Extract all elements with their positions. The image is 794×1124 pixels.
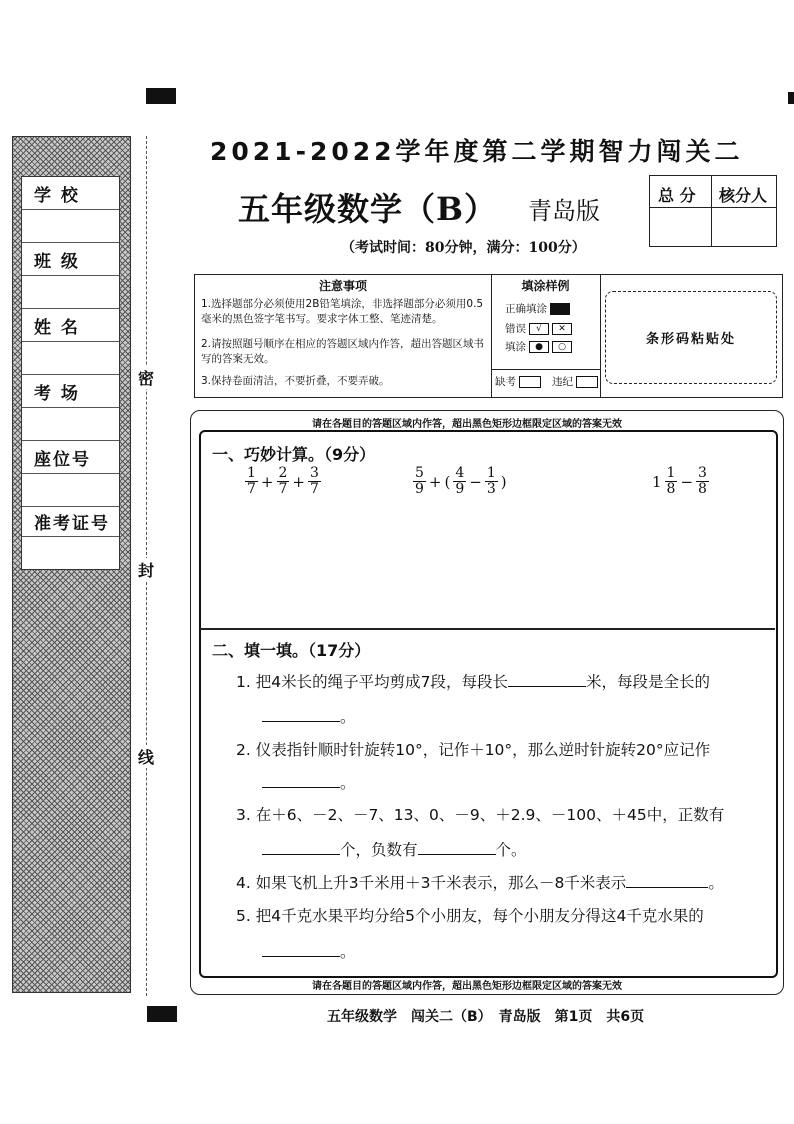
barcode-area: 条形码粘贴处: [605, 291, 777, 384]
exam-info: （考试时间：80分钟，满分：100分）: [341, 240, 586, 256]
edition-label: 青岛版: [528, 197, 600, 225]
checker-label: 核分人: [719, 186, 768, 205]
section1-title: 一、巧妙计算。（9分）: [212, 445, 376, 464]
answer-blank[interactable]: [262, 942, 340, 957]
cross-box-icon: ✕: [552, 323, 572, 335]
question-2-line2: 。: [262, 771, 356, 793]
page-footer: 五年级数学 闯关二（B） 青岛版 第1页 共6页: [327, 1009, 645, 1025]
school-label: 学 校: [22, 177, 119, 210]
correct-fill-sample: 正确填涂: [505, 302, 570, 317]
name-field[interactable]: [22, 342, 119, 375]
answer-blank[interactable]: [262, 773, 340, 788]
total-score-label: 总 分: [658, 186, 696, 205]
question-3-line2: 个，负数有 个。: [262, 838, 527, 860]
answer-blank[interactable]: [508, 672, 586, 687]
calc-expression-3: 1 $\frac{1}{8}$ − $\frac{3}{8}$: [652, 465, 707, 497]
violation-checkbox[interactable]: [576, 376, 598, 388]
exam-subject: 五年级数学（B）: [238, 190, 498, 228]
registration-mark-right: [788, 92, 794, 104]
fraction: $\frac{1}{8}$: [666, 465, 676, 497]
warning-top: 请在各题目的答题区域内作答，超出黑色矩形边框限定区域的答案无效: [312, 419, 622, 430]
filled-box-icon: [550, 303, 570, 315]
score-table: [649, 175, 777, 247]
name-label: 姓 名: [22, 309, 119, 342]
answer-blank[interactable]: [262, 840, 340, 855]
seat-field[interactable]: [22, 474, 119, 507]
seal-char-xian: 线: [138, 745, 154, 768]
fraction: $\frac{1}{3}$: [486, 465, 496, 497]
question-3-line1: 3. 在＋6、－2、－7、13、0、－9、＋2.9、－100、＋45中，正数有: [236, 806, 725, 824]
fraction: $\frac{4}{9}$: [455, 465, 465, 497]
seal-char-feng: 封: [138, 558, 154, 581]
seat-label: 座位号: [22, 441, 119, 474]
absent-checkbox[interactable]: [519, 376, 541, 388]
exam-id-label: 准考证号: [22, 507, 119, 537]
check-box-icon: √: [529, 323, 549, 335]
question-1-line1: 1. 把4米长的绳子平均剪成7段，每段长 米，每段是全长的: [236, 673, 710, 691]
fraction: $\frac{1}{7}$: [247, 465, 256, 497]
wrong-fill-sample-1: 错误 √ ✕: [505, 322, 572, 337]
answer-blank[interactable]: [418, 840, 496, 855]
exam-title: 2021-2022学年度第二学期智力闯关二: [210, 137, 744, 166]
question-2-line1: 2. 仪表指针顺时针旋转10°，记作＋10°，那么逆时针旋转20°应记作: [236, 741, 711, 759]
fraction: $\frac{2}{7}$: [278, 465, 288, 497]
exam-room-label: 考 场: [22, 375, 119, 408]
calc-expression-2: $\frac{5}{9}$ + ( $\frac{4}{9}$ − $\frac{1}{3}$ ): [415, 465, 507, 497]
registration-mark-bottom: [147, 1006, 177, 1022]
wrong-fill-sample-2: 填涂 ● ○: [505, 340, 572, 355]
question-1-line2: 。: [262, 705, 356, 727]
total-score-field[interactable]: [651, 209, 709, 244]
fraction: $\frac{5}{9}$: [415, 465, 424, 497]
class-label: 班 级: [22, 243, 119, 276]
notice-item-3: 3.保持卷面清洁，不要折叠，不要弄破。: [201, 375, 390, 387]
warning-bottom: 请在各题目的答题区域内作答，超出黑色矩形边框限定区域的答案无效: [312, 981, 622, 992]
violation-mark: 违纪: [552, 375, 598, 390]
question-4: 4. 如果飞机上升3千米用＋3千米表示，那么－8千米表示 。: [236, 874, 724, 892]
class-field[interactable]: [22, 276, 119, 309]
calc-expression-1: $\frac{1}{7}$ + $\frac{2}{7}$ + $\frac{3}{7}$: [247, 465, 319, 497]
circle-box-icon: ○: [552, 341, 572, 353]
fill-sample-title: 填涂样例: [521, 279, 570, 293]
answer-blank[interactable]: [626, 873, 708, 888]
notice-title: 注意事项: [318, 279, 367, 293]
answer-blank[interactable]: [262, 707, 340, 722]
registration-mark-top: [146, 88, 176, 104]
exam-room-field[interactable]: [22, 408, 119, 441]
school-field[interactable]: [22, 210, 119, 243]
fraction: $\frac{3}{7}$: [310, 465, 319, 497]
fraction: $\frac{3}{8}$: [698, 465, 707, 497]
absent-mark: 缺考: [495, 375, 541, 390]
dot-box-icon: ●: [529, 341, 549, 353]
section-divider: [200, 628, 775, 630]
notice-item-2: 2.请按照题号顺序在相应的答题区域内作答，超出答题区域书写的答案无效。: [201, 338, 485, 365]
seal-char-mi: 密: [138, 366, 154, 389]
section1-answer-area[interactable]: [200, 506, 775, 628]
checker-field[interactable]: [713, 209, 773, 244]
exam-id-field[interactable]: [22, 537, 119, 569]
question-5-line1: 5. 把4千克水果平均分给5个小朋友，每个小朋友分得这4千克水果的: [236, 907, 704, 925]
section2-title: 二、填一填。（17分）: [212, 641, 371, 660]
notice-item-1: 1.选择题部分必须使用2B铅笔填涂，非选择题部分必须用0.5毫米的黑色签字笔书写。要求字体工整、笔迹清楚。: [201, 298, 484, 325]
question-5-line2: 。: [262, 940, 356, 962]
student-info-box: [21, 176, 120, 570]
